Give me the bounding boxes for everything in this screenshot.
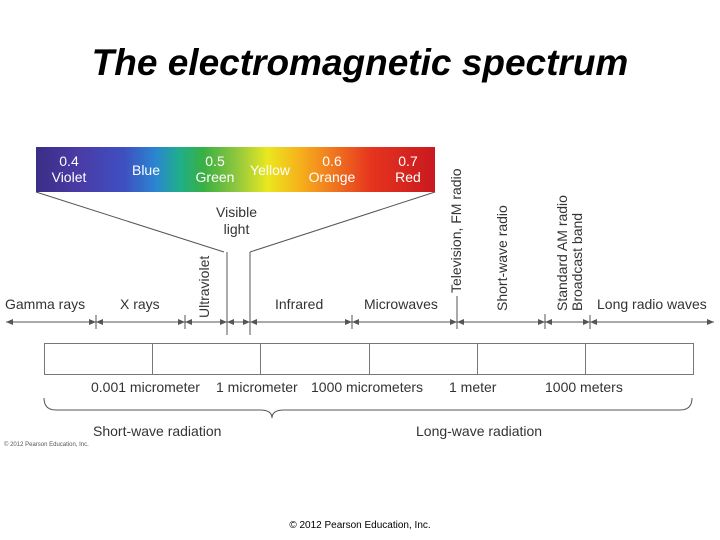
figure-copyright: © 2012 Pearson Education, Inc. bbox=[4, 442, 89, 448]
green-name: Green bbox=[195, 169, 235, 185]
scale-cell bbox=[477, 343, 586, 375]
microwaves-label: Microwaves bbox=[364, 296, 438, 312]
yellow-label: Yellow bbox=[250, 162, 290, 178]
page-title: The electromagnetic spectrum bbox=[91, 42, 629, 83]
scale-label-0.001-micrometer: 0.001 micrometer bbox=[91, 379, 200, 395]
visible-light-label bbox=[216, 204, 257, 238]
funnel-left-line bbox=[36, 192, 224, 252]
scale-cell bbox=[585, 343, 694, 375]
green-wavelength: 0.5 bbox=[205, 153, 225, 169]
red-name: Red bbox=[395, 169, 421, 185]
tv-fm-radio-label: Television, FM radio bbox=[448, 168, 464, 293]
red-wavelength: 0.7 bbox=[398, 153, 418, 169]
ultraviolet-label: Ultraviolet bbox=[196, 255, 212, 318]
radiation-brace bbox=[44, 398, 692, 418]
visible-light-line-1: Visible bbox=[216, 204, 257, 220]
visible-light-line-2: light bbox=[223, 221, 250, 237]
blue-label: Blue bbox=[131, 162, 161, 178]
violet-name: Violet bbox=[51, 169, 87, 185]
short-wave-radiation-label: Short-wave radiation bbox=[93, 423, 222, 439]
scale-cell bbox=[369, 343, 478, 375]
scale-label-1000-meters: 1000 meters bbox=[545, 379, 623, 395]
x-rays-label: X rays bbox=[120, 296, 160, 312]
gamma-rays-label: Gamma rays bbox=[5, 296, 86, 312]
infrared-label: Infrared bbox=[275, 296, 324, 312]
funnel-right-line bbox=[250, 192, 435, 252]
scale-label-1-micrometer: 1 micrometer bbox=[216, 379, 298, 395]
long-wave-radiation-label: Long-wave radiation bbox=[416, 423, 543, 439]
scale-label-1-meter: 1 meter bbox=[449, 379, 497, 395]
short-wave-radio-label: Short-wave radio bbox=[494, 205, 510, 311]
footer-copyright: © 2012 Pearson Education, Inc. bbox=[289, 520, 431, 531]
orange-name: Orange bbox=[308, 169, 356, 185]
standard-am-radio-label: Standard AM radio bbox=[554, 195, 570, 311]
broadcast-band-label: Broadcast band bbox=[569, 212, 585, 311]
scale-cell bbox=[260, 343, 370, 375]
violet-wavelength: 0.4 bbox=[59, 153, 79, 169]
scale-cell bbox=[44, 343, 153, 375]
scale-cell bbox=[152, 343, 261, 375]
scale-label-1000-micrometers: 1000 micrometers bbox=[311, 379, 424, 395]
long-radio-waves-label: Long radio waves bbox=[597, 296, 707, 312]
orange-wavelength: 0.6 bbox=[322, 153, 342, 169]
